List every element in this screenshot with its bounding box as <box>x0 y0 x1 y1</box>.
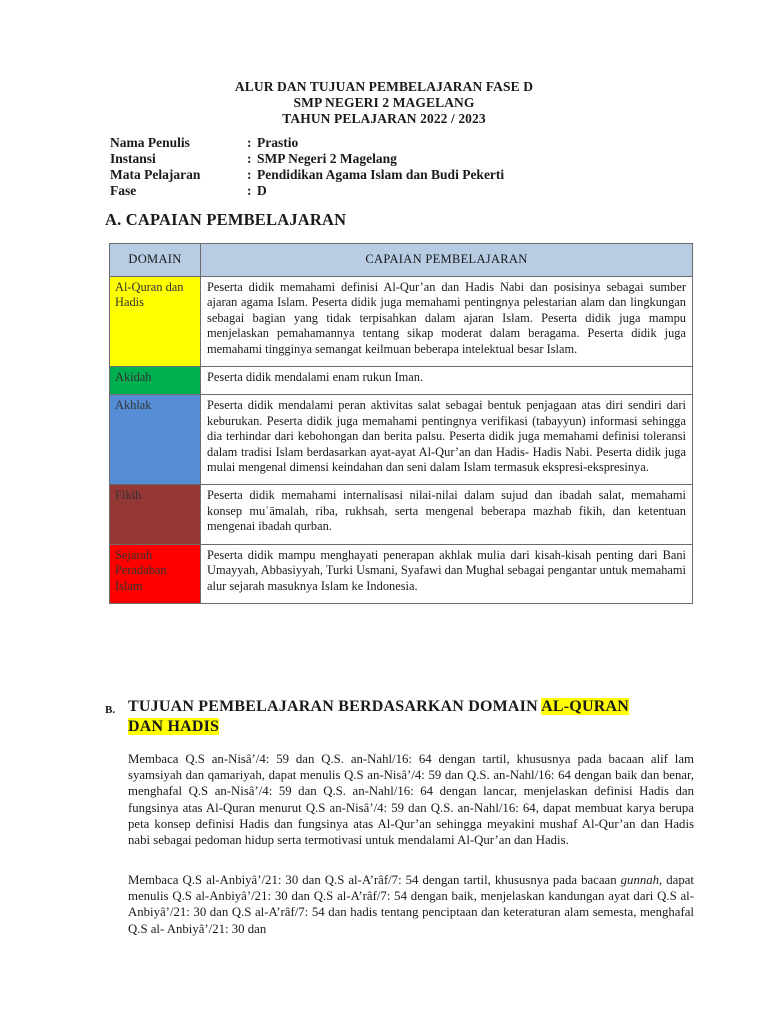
meta-label: Mata Pelajaran <box>110 167 201 182</box>
section-b-title-prefix: TUJUAN PEMBELAJARAN BERDASARKAN DOMAIN <box>128 698 542 715</box>
section-b-title <box>128 697 698 737</box>
table-row <box>110 367 693 395</box>
title-line-3: TAHUN PELAJARAN 2022 / 2023 <box>282 111 486 126</box>
meta-row-institution <box>110 151 504 167</box>
capaian-cell: Peserta didik mendalami peran aktivitas salat sebagai bentuk penjagaan atas diri sendiri dari keburukan. Peserta didik juga memahami pentingnya verifikasi (tabayyun) informasi sehingga dia terhindar dari kebohongan dan berita palsu. Peserta didik juga memahami definisi toleransi dalam tradisi Islam berdasarkan ayat-ayat Al-Qur’an dan Hadis- Hadis Nabi. Peserta didik juga mulai mengenal dimensi keindahan dan seni dalam Islam termasuk ekspresi-ekspresinya. <box>201 395 693 485</box>
capaian-cell: Peserta didik mampu menghayati penerapan akhlak mulia dari kisah-kisah penting dari Bani Umayyah, Abbasiyyah, Turki Usmani, Syafawi dan Mughal sebagai pengantar untuk memahami alur sejarah masuknya Islam ke Indonesia. <box>201 544 693 603</box>
meta-row-subject <box>110 167 504 183</box>
paragraph-2-part-b: , dapat menulis Q.S al-Anbiyâ’/21: 30 dan Q.S al-A’râf/7: 54 dengan baik, menjelaskan kandungan ayat dari Q.S al-Anbiyâ’/21: 30 dan Q.S al-A’râf/7: 54 dan hadis tentang penciptaan dan keteraturan alam semesta, menghafal Q.S al- Anbiyâ’/21: 30 dan <box>128 873 694 936</box>
paragraph-2-part-a: Membaca Q.S al-Anbiyâ’/21: 30 dan Q.S al-A’râf/7: 54 dengan tartil, khususnya pada bacaan <box>128 873 621 887</box>
meta-label: Instansi <box>110 151 156 166</box>
table-row <box>110 544 693 603</box>
domain-cell-akhlak: Akhlak <box>110 395 201 485</box>
table-row <box>110 277 693 367</box>
meta-value: D <box>257 183 267 198</box>
section-b-title-highlight: AL-QURAN <box>541 698 629 715</box>
meta-value: SMP Negeri 2 Magelang <box>257 151 397 166</box>
meta-colon: : <box>247 135 252 150</box>
meta-colon: : <box>247 151 252 166</box>
meta-label: Fase <box>110 183 137 198</box>
meta-label: Nama Penulis <box>110 135 190 150</box>
header-capaian: CAPAIAN PEMBELAJARAN <box>201 244 693 277</box>
header-domain: DOMAIN <box>110 244 201 277</box>
paragraph-1: Membaca Q.S an-Nisâ’/4: 59 dan Q.S. an-Nahl/16: 64 dengan tartil, khususnya pada bacaan alif lam syamsiyah dan qamariyah, dapat menulis Q.S an-Nisâ’/4: 59 dan Q.S. an-Nahl/16: 64 dengan baik dan benar, menghafal Q.S an-Nisâ’/4: 59 dan Q.S. an-Nahl/16: 64 dengan lancar, menjelaskan definisi Hadis dan fungsinya atas Al-Quran menurut Q.S an-Nisâ’/4: 59 dan Q.S. an-Nahl/16: 64, dapat membuat karya berupa peta konsep definisi Hadis dan fungsinya atas Al-Qur’an sehingga meyakini mushaf Al-Qur’an dan Hadis nabi sebagai pedoman hidup serta termotivasi untuk mendalami Al-Qur’an dan Hadis. <box>128 752 694 848</box>
capaian-cell: Peserta didik mendalami enam rukun Iman. <box>201 367 693 395</box>
meta-row-phase <box>110 183 504 199</box>
table-header-row <box>110 244 693 277</box>
section-a-heading: A. CAPAIAN PEMBELAJARAN <box>105 210 347 229</box>
paragraph-2-italic-term: gunnah <box>620 873 660 887</box>
meta-value: Pendidikan Agama Islam dan Budi Pekerti <box>257 167 505 182</box>
meta-value: Prastio <box>257 135 299 150</box>
capaian-cell: Peserta didik memahami internalisasi nilai-nilai dalam sujud dan ibadah salat, memahami konsep muʿāmalah, riba, rukhsah, serta mengenal beberapa mazhab fikih, dan ketentuan mengenai ibadah qurban. <box>201 485 693 544</box>
domain-cell-alquran: Al-Quran dan Hadis <box>110 277 201 367</box>
domain-cell-akidah: Akidah <box>110 367 201 395</box>
meta-row-author <box>110 135 504 151</box>
capaian-cell: Peserta didik memahami definisi Al-Qur’an dan Hadis Nabi dan posisinya sebagai sumber ajaran agama Islam. Peserta didik juga memahami pentingnya pelestarian alam dan lingkungan sebagai bagian yang tidak terpisahkan dalam ajaran Islam. Peserta didik juga mampu menjelaskan pemahamannya tentang sikap moderat dalam beragama. Peserta didik juga memahami tingginya semangat keilmuan beberapa intelektual besar Islam. <box>201 277 693 367</box>
meta-colon: : <box>247 167 252 182</box>
meta-colon: : <box>247 183 252 198</box>
table-row <box>110 485 693 544</box>
table-row <box>110 395 693 485</box>
paragraph-2 <box>128 872 694 937</box>
domain-cell-fikih: Fikih <box>110 485 201 544</box>
capaian-table <box>109 243 693 604</box>
section-b-letter: B. <box>105 704 116 716</box>
domain-cell-sejarah: Sejarah Peradaban Islam <box>110 544 201 603</box>
document-meta <box>110 135 504 199</box>
title-line-1: ALUR DAN TUJUAN PEMBELAJARAN FASE D <box>234 79 534 94</box>
title-line-2: SMP NEGERI 2 MAGELANG <box>293 95 475 110</box>
document-title <box>0 79 768 127</box>
section-b-title-highlight: DAN HADIS <box>128 718 220 735</box>
